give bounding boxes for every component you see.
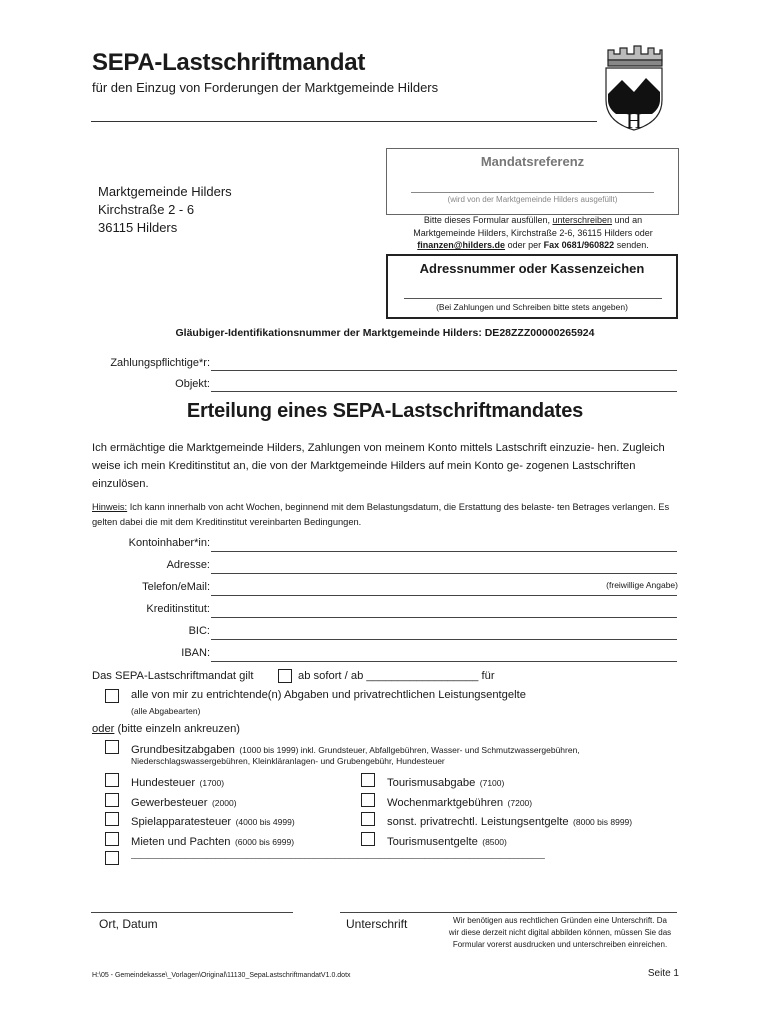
object-field[interactable] [211, 391, 677, 392]
holder-field[interactable] [211, 551, 677, 552]
object-label: Objekt: [175, 378, 210, 390]
recipient-address [98, 183, 232, 237]
mandate-reference-hint: (wird von der Marktgemeinde Hilders ausgefüllt) [447, 195, 618, 204]
account-address-field[interactable] [211, 573, 677, 574]
holder-label: Kontoinhaber*in: [128, 537, 210, 549]
refund-note [92, 500, 677, 530]
bic-label: BIC: [188, 625, 210, 637]
account-address-label: Adresse: [166, 559, 210, 571]
validity-checkbox[interactable] [278, 669, 292, 683]
gaming-tax-checkbox[interactable] [105, 812, 119, 826]
authorization-text: Ich ermächtige die Marktgemeinde Hilders, Zahlungen von meinem Konto mittels Lastschrift einzuzie- hen. Zugleich weise ich mein Kreditinstitut an, die von der Marktgemeinde Hilders auf mein Konto ge- zogenen Lastschriften einzulösen. [92, 442, 665, 490]
address-number-hint: (Bei Zahlungen und Schreiben bitte stets angeben) [436, 302, 628, 312]
header-divider [91, 121, 597, 122]
address-number-label: Adressnummer oder Kassenzeichen [419, 261, 645, 276]
tourism-levy-label: Tourismusabgabe (7100) [387, 777, 505, 789]
property-charges-label: Grundbesitzabgaben (1000 bis 1999) inkl. Grundsteuer, Abfallgebühren, Wasser- und Schmutzwassergebühren, [131, 744, 580, 756]
signature-note: Wir benötigen aus rechtlichen Gründen eine Unterschrift. Da wir diese derzeit nicht digital abbilden können, müssen Sie das Formular vorerst ausdrucken und unterschreiben einreichen. [448, 916, 672, 949]
property-charges-detail: Niederschlagswassergebühren, Kleinkläranlagen- und Grubengebühr, Hundesteuer [131, 756, 445, 766]
iban-field[interactable] [211, 661, 677, 662]
market-fee-checkbox[interactable] [361, 793, 375, 807]
other-private-fee-checkbox[interactable] [361, 812, 375, 826]
submission-instructions: Bitte dieses Formular ausfüllen, unterschreiben und an Marktgemeinde Hilders, Kirchstraße 2-6, 36115 Hilders oder finanzen@hilders.de oder per Fax 0681/960822 senden. [413, 215, 653, 250]
address-line-3: 36115 Hilders [98, 220, 178, 235]
bic-field[interactable] [211, 639, 677, 640]
tourism-fee-label: Tourismusentgelte (8500) [387, 836, 507, 848]
rent-lease-checkbox[interactable] [105, 832, 119, 846]
place-date-field[interactable] [91, 912, 293, 913]
all-charges-sub: (alle Abgabearten) [131, 706, 201, 716]
dog-tax-checkbox[interactable] [105, 773, 119, 787]
place-date-label: Ort, Datum [99, 917, 158, 931]
document-subtitle: für den Einzug von Forderungen der Marktgemeinde Hilders [92, 80, 439, 95]
mandate-reference-label: Mandatsreferenz [480, 154, 585, 169]
market-fee-label: Wochenmarktgebühren (7200) [387, 797, 533, 809]
payer-field[interactable] [211, 370, 677, 371]
crest-letter: H [626, 108, 642, 132]
section-title: Erteilung eines SEPA-Lastschriftmandates [186, 400, 584, 422]
email-link[interactable]: finanzen@hilders.de [417, 240, 506, 250]
bank-field[interactable] [211, 617, 677, 618]
address-number-box [386, 254, 678, 319]
tourism-levy-checkbox[interactable] [361, 773, 375, 787]
page-number: Seite 1 [647, 968, 679, 979]
property-charges-checkbox[interactable] [105, 740, 119, 754]
phone-field[interactable] [211, 595, 677, 596]
trade-tax-label: Gewerbesteuer (2000) [131, 797, 237, 809]
validity-text: ab sofort / ab __________________ für [298, 670, 495, 682]
tourism-fee-checkbox[interactable] [361, 832, 375, 846]
phone-label: Telefon/eMail: [142, 581, 210, 593]
address-line-1: Marktgemeinde Hilders [98, 184, 232, 199]
or-label: oder (bitte einzeln ankreuzen) [92, 723, 241, 735]
dog-tax-label: Hundesteuer (1700) [131, 777, 225, 789]
all-charges-label: alle von mir zu entrichtende(n) Abgaben und privatrechtlichen Leistungsentgelte [131, 689, 526, 701]
fax-number: Fax 0681/960822 [543, 240, 615, 250]
payer-label: Zahlungspflichtige*r: [110, 357, 210, 369]
address-line-2: Kirchstraße 2 - 6 [98, 202, 195, 217]
all-charges-checkbox[interactable] [105, 689, 119, 703]
other-field[interactable]: _____________________________________________________________________________________________ [131, 850, 545, 859]
mandate-reference-field[interactable] [411, 192, 654, 193]
footer-file-path: H:\05 - Gemeindekasse\_Vorlagen\Original\11130_SepaLastschriftmandatV1.0.dotx [92, 972, 351, 979]
creditor-id: Gläubiger-Identifikationsnummer der Marktgemeinde Hilders: DE28ZZZ00000265924 [175, 327, 595, 339]
other-private-fee-label: sonst. privatrechtl. Leistungsentgelte (8000 bis 8999) [387, 816, 633, 828]
rent-lease-label: Mieten und Pachten (6000 bis 6999) [131, 836, 295, 848]
bank-label: Kreditinstitut: [146, 603, 210, 615]
other-checkbox[interactable] [105, 851, 119, 865]
document-title: SEPA-Lastschriftmandat [92, 49, 366, 76]
signature-field[interactable] [340, 912, 677, 913]
validity-prefix: Das SEPA-Lastschriftmandat gilt [92, 670, 254, 682]
trade-tax-checkbox[interactable] [105, 793, 119, 807]
note-label: Hinweis: [92, 502, 128, 512]
address-number-field[interactable] [404, 298, 662, 299]
signature-label: Unterschrift [346, 917, 408, 931]
coat-of-arms-icon [600, 42, 668, 132]
phone-optional-hint: (freiwillige Angabe) [606, 580, 678, 590]
gaming-tax-label: Spielapparatesteuer (4000 bis 4999) [131, 816, 295, 828]
note-text: Ich kann innerhalb von acht Wochen, beginnend mit dem Belastungsdatum, die Erstattung des belaste- ten Betrages verlangen. Es gelten dabei die mit dem Kreditinstitut vereinbarten Bedingungen. [92, 502, 670, 527]
iban-label: IBAN: [181, 647, 210, 659]
mandate-reference-box [386, 148, 679, 215]
